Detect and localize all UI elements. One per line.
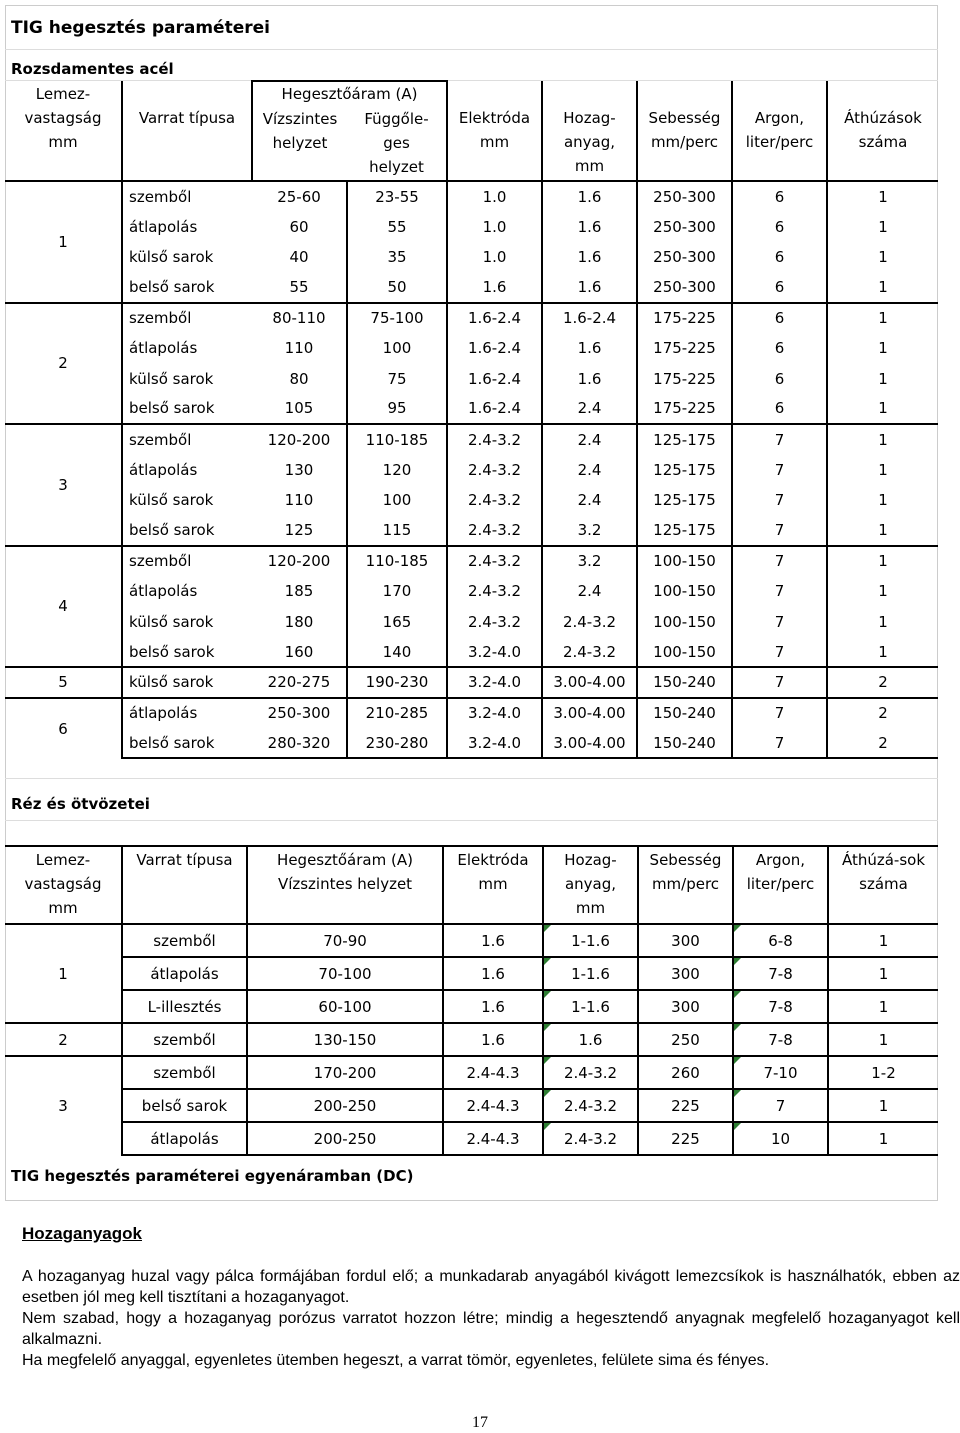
weld-type-cell: szemből [122,303,252,333]
table-cell: 120 [347,455,447,485]
header-current: Hegesztőáram (A) Vízszintes helyzet [247,846,443,924]
copper-alloys-table [5,845,938,1156]
table-cell: 1 [878,217,888,236]
header-thickness: Lemez- vastagság mm [5,81,122,181]
table-cell: 200-250 [247,1089,443,1122]
table-cell: 1-1.6 [543,990,638,1023]
table-row [5,637,938,667]
table-cell: 1.6-2.4 [447,394,542,424]
table-cell: 2.4 [542,576,637,606]
table-cell: 220-275 [252,667,347,697]
table-cell: 125 [252,515,347,545]
table-cell: 1-1.6 [543,957,638,990]
table-row [5,667,938,697]
table-cell: 7-8 [733,1023,828,1056]
table-cell: 1.6 [542,242,637,272]
table-cell: 105 [252,394,347,424]
table-cell: 2.4 [542,455,637,485]
table-cell: 150-240 [637,698,732,728]
header-argon: Argon, liter/perc [733,846,828,924]
table-cell: 2.4-3.2 [543,1122,638,1155]
table-cell: 1 [828,990,938,1023]
table-cell: 1.6 [443,1023,543,1056]
table-cell: 1.6 [542,333,637,363]
table-row [5,576,938,606]
table-cell: 1.6 [542,363,637,393]
thickness-cell: 1 [5,181,122,303]
table-cell: 2.4-3.2 [447,515,542,545]
table-cell: 170-200 [247,1056,443,1089]
table-cell: 7 [732,424,827,454]
table-cell: 3.2-4.0 [447,728,542,758]
table-cell: 1 [827,181,938,211]
table-cell: 100 [347,485,447,515]
table-cell: 50 [347,272,447,302]
table-cell: 1 [827,303,938,333]
table-cell: 280-320 [252,728,347,758]
table-cell: 2.4-3.2 [447,485,542,515]
table-cell: 3.2 [542,515,637,545]
table-cell: 2.4-3.2 [447,455,542,485]
dc-title: TIG hegesztés paraméterei egyenáramban (DC) [11,1167,414,1185]
weld-type-cell: átlapolás [129,582,198,601]
table-row [5,515,938,545]
table-cell: 1-2 [828,1056,938,1089]
table-cell: 180 [252,606,347,636]
table-cell: 7 [733,1089,828,1122]
table-cell: 1.0 [447,181,542,211]
table-cell: 1 [878,612,888,631]
table-cell: 6 [732,242,827,272]
table-row [5,606,938,636]
table-cell: 40 [252,242,347,272]
page-title: TIG hegesztés paraméterei [11,18,270,38]
table-cell: 130-150 [247,1023,443,1056]
table-cell: 1.6-2.4 [447,333,542,363]
table-cell: 1.6 [447,272,542,302]
table-cell: 1 [878,247,888,266]
table-cell: 300 [638,990,733,1023]
table-cell: 1.6 [443,924,543,957]
table-cell: 100 [347,333,447,363]
table-cell: 2.4 [542,485,637,515]
header-filler: Hozag- anyag, mm [542,81,637,181]
table-cell: 100-150 [637,576,732,606]
table-cell: 3.2-4.0 [447,637,542,667]
grid-line [5,820,938,821]
table-row [5,181,938,211]
table-cell: 300 [638,957,733,990]
table-cell: 75 [347,363,447,393]
section-stainless-label: Rozsdamentes acél [11,60,174,78]
table-cell: 7 [732,546,827,576]
table-cell: 1 [878,460,888,479]
table-cell: 120-200 [252,546,347,576]
table-cell: 3.2-4.0 [447,667,542,697]
table-cell: 7 [732,485,827,515]
thickness-cell: 4 [5,546,122,668]
weld-type-cell: szemből [122,1023,247,1056]
table-cell: 130 [252,455,347,485]
table-cell: 250-300 [637,181,732,211]
table-row [5,303,938,333]
table-cell: 1 [878,369,888,388]
table-row [5,1089,938,1122]
table-cell: 150-240 [637,728,732,758]
table-cell: 80-110 [252,303,347,333]
filler-heading: Hozaganyagok [22,1224,142,1243]
table-cell: 250-300 [637,272,732,302]
weld-type-cell: szemből [122,424,252,454]
table-row [5,990,938,1023]
table-cell: 175-225 [637,394,732,424]
table-cell: 7 [732,698,827,728]
table-cell: 55 [347,211,447,241]
table-row [5,455,938,485]
table-cell: 2.4 [542,394,637,424]
weld-type-cell: átlapolás [122,698,252,728]
table-cell: 110-185 [347,424,447,454]
table-cell: 300 [638,924,733,957]
table-cell: 7 [732,606,827,636]
table-cell: 200-250 [247,1122,443,1155]
table-cell: 55 [252,272,347,302]
table-cell: 190-230 [347,667,447,697]
table-cell: 1 [878,582,888,601]
filler-paragraph-1: A hozaganyag huzal vagy pálca formájában fordul elő; a munkadarab anyagából kivágott lemezcsíkok is használhatók, ebben az esetben jól meg kell tisztítani a hozaganyagot. [22,1268,960,1306]
header-weld-type: Varrat típusa [138,109,236,127]
table-cell: 150-240 [637,667,732,697]
weld-type-cell: külső sarok [129,247,214,266]
table-cell: 160 [252,637,347,667]
table-cell: 1 [878,520,888,539]
weld-type-cell: szemből [122,546,252,576]
weld-type-cell: szemből [122,924,247,957]
thickness-cell: 5 [5,667,122,697]
header-speed: Sebesség mm/perc [638,846,733,924]
table-cell: 6 [732,303,827,333]
table-cell: 2.4-3.2 [447,576,542,606]
table-cell: 1 [828,924,938,957]
thickness-cell: 1 [5,924,122,1023]
table-cell: 75-100 [347,303,447,333]
table-cell: 2 [827,667,938,697]
table-cell: 70-100 [247,957,443,990]
grid-line [5,49,938,50]
weld-type-cell: átlapolás [129,217,198,236]
table-cell: 225 [638,1089,733,1122]
stainless-steel-table [5,80,938,759]
thickness-cell: 2 [5,1023,122,1056]
header-current: Hegesztőáram (A) [252,81,447,106]
table-cell: 23-55 [347,181,447,211]
table-cell: 1.6 [542,211,637,241]
grid-line [5,778,938,779]
table-cell: 250-300 [252,698,347,728]
weld-type-cell: külső sarok [122,667,252,697]
table-cell: 165 [347,606,447,636]
filler-paragraph-2: Nem szabad, hogy a hozaganyag porózus varratot hozzon létre; mindig a hegesztendő anyagnak megfelelő hozaganyagot kell alkalmazni. [22,1310,960,1348]
table-row [5,272,938,302]
table-cell: 7 [732,728,827,758]
table-cell: 250-300 [637,242,732,272]
header-speed: Sebesség mm/perc [637,81,732,181]
table-cell: 2.4-3.2 [543,1089,638,1122]
table-cell: 7-8 [733,957,828,990]
table-row [5,1056,938,1089]
table-cell: 2 [827,698,938,728]
weld-type-cell: átlapolás [129,460,198,479]
table-row [5,1122,938,1155]
table-cell: 2 [827,728,938,758]
table-cell: 100-150 [637,546,732,576]
table-cell: 2.4-3.2 [542,606,637,636]
table-cell: 1 [878,399,888,418]
header-passes: Áthúzások száma [844,109,922,151]
table-cell: 2.4-3.2 [447,606,542,636]
table-cell: 3.00-4.00 [542,698,637,728]
table-cell: 140 [347,637,447,667]
table-cell: 3.00-4.00 [542,667,637,697]
table-row [5,242,938,272]
table-cell: 35 [347,242,447,272]
table-cell: 110 [252,485,347,515]
table-cell: 125-175 [637,424,732,454]
table-row [5,211,938,241]
table-row [5,698,938,728]
table-cell: 2.4-4.3 [443,1122,543,1155]
table-cell: 1.0 [447,211,542,241]
table-cell: 6 [732,394,827,424]
table-cell: 1.6 [443,957,543,990]
header-electrode: Elektróda mm [447,81,542,181]
table-cell: 1 [827,424,938,454]
table-row [5,333,938,363]
table-cell: 70-90 [247,924,443,957]
table-cell: 170 [347,576,447,606]
header-horizontal: Vízszintes helyzet [252,106,347,181]
weld-type-cell: belső sarok [122,1089,247,1122]
table-row [5,394,938,424]
table-row [5,363,938,393]
table-cell: 6 [732,333,827,363]
page-number: 17 [472,1414,488,1431]
section-copper-label: Réz és ötvözetei [11,795,150,813]
table-cell: 60-100 [247,990,443,1023]
table-cell: 95 [347,394,447,424]
table-cell: 110 [252,333,347,363]
header-thickness: Lemez- vastagság mm [5,846,122,924]
table-cell: 1.6 [543,1023,638,1056]
table-row [5,546,938,576]
weld-type-cell: belső sarok [129,520,215,539]
table-cell: 6-8 [733,924,828,957]
table-cell: 6 [732,181,827,211]
table-cell: 1.0 [447,242,542,272]
thickness-cell: 3 [5,1056,122,1155]
table-cell: 80 [252,363,347,393]
weld-type-cell: külső sarok [129,612,214,631]
table-cell: 250-300 [637,211,732,241]
table-cell: 2.4-3.2 [542,637,637,667]
table-cell: 1 [828,1089,938,1122]
table-cell: 100-150 [637,637,732,667]
table-cell: 1-1.6 [543,924,638,957]
weld-type-cell: átlapolás [122,1122,247,1155]
table-cell: 110-185 [347,546,447,576]
table-cell: 120-200 [252,424,347,454]
weld-type-cell: átlapolás [122,957,247,990]
table-row [5,924,938,957]
table-cell: 6 [732,272,827,302]
header-passes: Áthúzá-sok száma [828,846,938,924]
table-cell: 185 [252,576,347,606]
table-cell: 1 [878,491,888,510]
table-cell: 175-225 [637,363,732,393]
table-cell: 225 [638,1122,733,1155]
table-cell: 115 [347,515,447,545]
table-cell: 7 [732,455,827,485]
table-cell: 6 [732,363,827,393]
table-cell: 260 [638,1056,733,1089]
table-cell: 100-150 [637,606,732,636]
table-cell: 3.2 [542,546,637,576]
table-cell: 7-8 [733,990,828,1023]
table-cell: 1 [827,546,938,576]
table-cell: 125-175 [637,515,732,545]
weld-type-cell: belső sarok [122,728,252,758]
table-cell: 1 [828,957,938,990]
header-argon: Argon, liter/perc [732,81,827,181]
table-row [5,957,938,990]
table-cell: 2.4-3.2 [543,1056,638,1089]
weld-type-cell: belső sarok [129,277,215,296]
thickness-cell: 2 [5,303,122,425]
table-cell: 175-225 [637,303,732,333]
table-cell: 1 [828,1122,938,1155]
table-cell: 2.4-4.3 [443,1089,543,1122]
weld-type-cell: szemből [122,1056,247,1089]
table-cell: 250 [638,1023,733,1056]
table-cell: 2.4-3.2 [447,546,542,576]
table-cell: 125-175 [637,455,732,485]
table-cell: 3.00-4.00 [542,728,637,758]
table-cell: 1.6 [542,181,637,211]
table-row [5,485,938,515]
weld-type-cell: átlapolás [129,339,198,358]
table-cell: 3.2-4.0 [447,698,542,728]
table-cell: 1.6 [443,990,543,1023]
table-cell: 1 [878,339,888,358]
weld-type-cell: L-illesztés [122,990,247,1023]
table-row [5,424,938,454]
table-cell: 7 [732,515,827,545]
table-cell: 2.4 [542,424,637,454]
table-cell: 1.6-2.4 [447,303,542,333]
table-row [5,728,938,758]
table-cell: 7 [732,637,827,667]
weld-type-cell: belső sarok [129,642,215,661]
table-cell: 25-60 [252,181,347,211]
table-cell: 210-285 [347,698,447,728]
table-cell: 7 [732,667,827,697]
header-electrode: Elektróda mm [443,846,543,924]
header-weld-type: Varrat típusa [122,846,247,924]
weld-type-cell: belső sarok [129,399,215,418]
table-cell: 10 [733,1122,828,1155]
thickness-cell: 3 [5,424,122,546]
thickness-cell: 6 [5,698,122,759]
table-cell: 1.6-2.4 [447,363,542,393]
table-cell: 6 [732,211,827,241]
table-cell: 230-280 [347,728,447,758]
weld-type-cell: külső sarok [129,369,214,388]
table-cell: 1 [878,642,888,661]
table-cell: 175-225 [637,333,732,363]
table-cell: 1 [878,277,888,296]
weld-type-cell: külső sarok [129,491,214,510]
header-filler: Hozag- anyag, mm [543,846,638,924]
table-cell: 7-10 [733,1056,828,1089]
table-cell: 1.6-2.4 [542,303,637,333]
header-vertical: Függőle- ges helyzet [347,106,447,181]
filler-paragraph-3: Ha megfelelő anyaggal, egyenletes ütemben hegeszt, a varrat tömör, egyenletes, felülete sima és fényes. [22,1352,770,1369]
table-cell: 1 [828,1023,938,1056]
table-cell: 125-175 [637,485,732,515]
table-row [5,1023,938,1056]
table-cell: 7 [732,576,827,606]
table-cell: 60 [252,211,347,241]
weld-type-cell: szemből [122,181,252,211]
table-cell: 1.6 [542,272,637,302]
table-cell: 2.4-3.2 [447,424,542,454]
table-cell: 2.4-4.3 [443,1056,543,1089]
